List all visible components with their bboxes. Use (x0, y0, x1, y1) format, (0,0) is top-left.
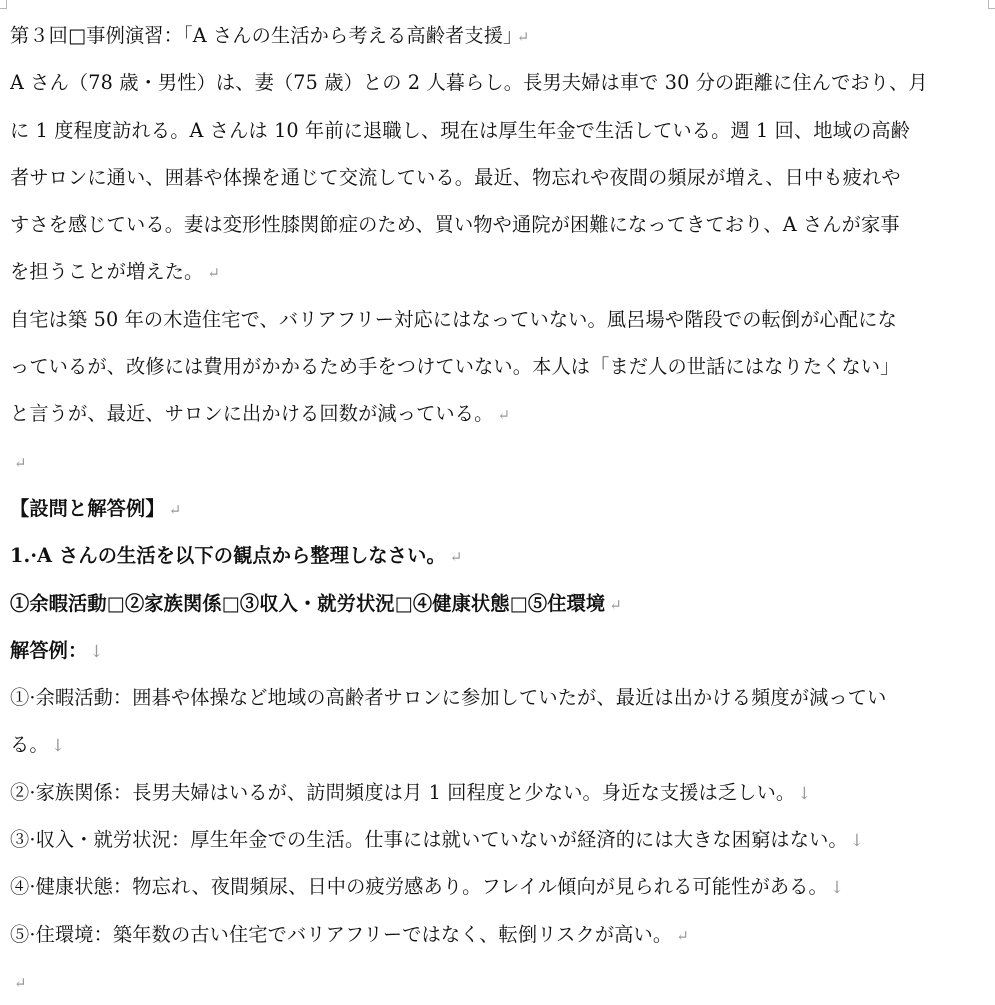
line-text: ①余暇活動□②家族関係□③収入・就労状況□④健康状態□⑤住環境 (10, 591, 606, 615)
body-line (10, 390, 985, 437)
line-text: ⑤·住環境：築年数の古い住宅でバリアフリーではなく、転倒リスクが高い。 (10, 922, 673, 946)
line-text: ②·家族関係：長男夫婦はいるが、訪問頻度は月 1 回程度と少ない。身近な支援は乏しい。 (10, 780, 796, 804)
document-body[interactable] (10, 12, 985, 1005)
line-text: すさを感じている。妻は変形性膝関節症のため、買い物や通院が困難になってきており、A さんが家事 (10, 213, 900, 237)
line-text: A さん（78 歳・男性）は、妻（75 歳）との 2 人暮らし。長男夫婦は車で 30 分の距離に住んでおり、月 (10, 71, 928, 95)
answer-line (10, 816, 985, 863)
empty-line (10, 438, 985, 485)
body-line (10, 296, 985, 343)
paragraph-mark-icon: ↵ (609, 595, 622, 614)
paragraph-mark-icon: ↵ (449, 548, 463, 567)
answer-line (10, 769, 985, 816)
line-text: る。 (10, 733, 49, 757)
paragraph-mark-icon: ↵ (14, 453, 27, 472)
line-break-mark-icon: ↓ (797, 783, 812, 804)
line-text: ①·余暇活動：囲碁や体操など地域の高齢者サロンに参加していたが、最近は出かける頻度が減ってい (10, 686, 887, 710)
paragraph-mark-icon: ↵ (676, 926, 689, 945)
body-line (10, 248, 985, 295)
line-text: っているが、改修には費用がかかるため手をつけていない。本人は「まだ人の世話にはなりたくない」 (10, 355, 900, 379)
paragraph-mark-icon: ↵ (168, 500, 182, 519)
page-corner-mark-left (0, 0, 7, 9)
answer-line (10, 721, 985, 768)
line-text: ③·収入・就労状況：厚生年金での生活。仕事には就いていないが経済的には大きな困窮はない。 (10, 828, 848, 852)
paragraph-mark-icon: ↵ (14, 973, 27, 992)
paragraph-mark-icon: ↵ (497, 406, 511, 425)
line-break-mark-icon: ↓ (829, 878, 845, 899)
body-line (10, 201, 985, 248)
line-break-mark-icon: ↓ (849, 831, 865, 852)
page-corner-mark-right (988, 0, 995, 9)
question-line (10, 532, 985, 579)
line-break-mark-icon: ↓ (89, 641, 104, 662)
answer-line (10, 863, 985, 910)
body-line (10, 59, 985, 106)
line-text: 自宅は築 50 年の木造住宅で、バリアフリー対応にはなっていない。風呂場や階段での転倒が心配にな (10, 307, 897, 331)
empty-line (10, 958, 985, 1005)
answer-line (10, 674, 985, 721)
answer-heading (10, 627, 985, 674)
line-text: ④·健康状態：物忘れ、夜間頻尿、日中の疲労感あり。フレイル傾向が見られる可能性がある。 (10, 875, 828, 899)
body-line (10, 154, 985, 201)
line-break-mark-icon: ↓ (50, 736, 66, 757)
heading-line (10, 12, 985, 59)
line-text: を担うことが増えた。 (10, 260, 204, 284)
line-text: 【設問と解答例】 (10, 496, 165, 520)
answer-line (10, 911, 985, 958)
line-text: 者サロンに通い、囲碁や体操を通じて交流している。最近、物忘れや夜間の頻尿が増え、日中も疲れや (10, 165, 901, 189)
line-text: 1.·A さんの生活を以下の観点から整理しなさい。 (10, 544, 446, 568)
body-line (10, 107, 985, 154)
paragraph-mark-icon: ↵ (516, 28, 530, 46)
section-heading (10, 485, 985, 532)
body-line (10, 343, 985, 390)
line-text: 解答例： (10, 638, 88, 662)
question-line (10, 580, 985, 627)
line-text: 第３回□事例演習：｢A さんの生活から考える高齢者支援｣ (10, 24, 513, 47)
paragraph-mark-icon: ↵ (207, 264, 221, 283)
line-text: に 1 度程度訪れる。A さんは 10 年前に退職し、現在は厚生年金で生活している。週 1 回、地域の高齢 (10, 118, 911, 142)
line-text: と言うが、最近、サロンに出かける回数が減っている。 (10, 402, 494, 426)
